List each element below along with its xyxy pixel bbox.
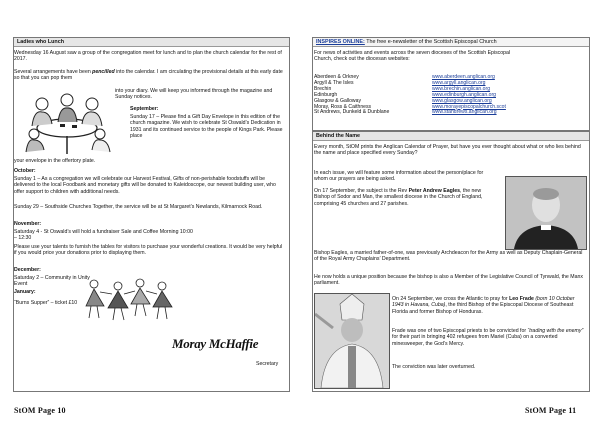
behind-intro: Every month, StOM prints the Anglican Calendar of Prayer, but have you ever thought about what or who lies behind the name and place specified every Sunday? xyxy=(314,144,581,157)
october-harvest: Sunday 1 – As a congregation we will celebrate our Harvest Festival, Gifts of non-perishable foodstuffs will be delivered to the local Foodbank and monetary gifts will be donated to Kaleidoscope, our newest building user, who offer support to children with additional needs. xyxy=(14,176,276,195)
diocese-website-link[interactable]: www.aberdeen.anglican.org xyxy=(432,74,495,80)
eagles-tynwald: He now holds a unique position because the bishop is also a Member of the Legislative Council of Tynwald, the Manx parliament. xyxy=(314,274,583,287)
diocese-name: Moray, Ross & Caithness xyxy=(314,103,372,110)
january-burns: “Burns Supper” – ticket £10 xyxy=(14,300,78,306)
pencilled-paragraph-cont: into your diary. We will keep you informed through the magazine and Sunday notices. xyxy=(115,88,273,101)
eagles-paragraph: On 17 September, the subject is the Rev Peter Andrew Eagles, the new Bishop of Sodor and Man, the smallest diocese in the Church of England, comprising 45 churches and 27 parishes. xyxy=(314,188,483,207)
ladies-lunch-clipart xyxy=(22,90,112,158)
diocese-website-link[interactable]: www.standrews.anglican.org xyxy=(432,109,497,116)
diocese-row xyxy=(314,110,506,116)
diocese-name: Edinburgh xyxy=(314,91,338,98)
signature: Moray McHaffie xyxy=(172,336,259,351)
intro-paragraph: Wednesday 16 August saw a group of the congregation meet for lunch and to plan the church calendar for the rest of 2017. xyxy=(14,50,282,63)
january-heading: January: xyxy=(14,289,36,295)
november-talents: Please use your talents to furnish the tables for visitors to purchase your wonderful creations. It would be very helpful if you would price your donations prior to displaying them. xyxy=(14,244,283,257)
frade-overturned: The conviction was later overturned. xyxy=(392,364,476,370)
october-southside: Sunday 29 – Southside Churches Together, the service will be at St Margaret’s Newlands, Kilmarnock Road. xyxy=(14,204,263,210)
diocese-table xyxy=(314,75,506,116)
diocese-name: Brechin xyxy=(314,85,332,92)
footer-page-11: StOM Page 11 xyxy=(525,406,577,415)
bishop-frade-photo xyxy=(314,293,390,389)
footer-page-10: StOM Page 10 xyxy=(14,406,66,415)
inspires-online-heading: INSPIRES ONLINE: The free e-newsletter of the Scottish Episcopal Church xyxy=(313,38,589,47)
diocese-website-link[interactable]: www.brechin.anglican.org xyxy=(432,85,491,92)
diocese-name: Argyll & The Isles xyxy=(314,79,354,86)
diocese-website-link[interactable]: www.glasgow.anglican.org xyxy=(432,97,492,104)
diocese-website-link[interactable]: www.morayepiscopalchurch.scot xyxy=(432,103,506,110)
november-heading: November: xyxy=(14,221,42,227)
december-heading: December: xyxy=(14,267,41,273)
ladies-who-lunch-heading: Ladies who Lunch xyxy=(14,38,289,47)
diocese-name: Glasgow & Galloway xyxy=(314,97,361,104)
diocese-name: St Andrews, Dunkeld & Dunblane xyxy=(314,109,390,116)
eagles-career: Bishop Eagles, a married father-of-one, was previously Archdeacon for the Army as well as Deputy Chaplain-General of the Royal Army Chaplains’ Department. xyxy=(314,250,583,263)
behind-the-name-heading: Behind the Name xyxy=(313,132,589,141)
pencilled-paragraph: Several arrangements have been pencilled into the calendar. I am circulating the provisional details at this early date so that you can pop them xyxy=(14,69,283,82)
december-event: Saturday 2 – Community in Unity xyxy=(14,275,90,281)
november-sale: Saturday 4 - St Oswald’s will hold a fundraiser Sale and Coffee Morning 10:00 – 12:30 xyxy=(14,229,193,242)
frade-paragraph: On 24 September, we cross the Atlantic to pray for Leo Frade (born 10 October 1943 in Havana, Cuba), the third Bishop of the Episcopal Diocese of Southeast Florida and former Bishop of Honduras. xyxy=(392,296,575,315)
december-event-cont: Event xyxy=(14,281,28,287)
september-heading: September: xyxy=(130,106,159,112)
signer-role: Secretary xyxy=(256,361,279,367)
diocesan-intro: For news of activities and events across the seven dioceses of the Scottish Episcopal Church, check out the diocesan websites: xyxy=(314,50,511,63)
page-11 xyxy=(300,0,600,424)
behind-feature: In each issue, we will feature some information about the person/place for whom our prayers are being asked. xyxy=(314,170,484,183)
diocese-name: Aberdeen & Orkney xyxy=(314,74,359,80)
bishop-eagles-photo xyxy=(505,176,587,250)
october-heading: October: xyxy=(14,168,36,174)
diocese-website-link[interactable]: www.edinburgh.anglican.org xyxy=(432,91,496,98)
frade-conviction: Frade was one of two Episcopal priests to be convicted for “trading with the enemy” for their part in bringing 402 refugees from Mariel (Cuba) on a converted minesweeper, the God’s Mercy. xyxy=(392,328,584,347)
diocese-website-link[interactable]: www.argyll.anglican.org xyxy=(432,79,486,86)
september-text-cont: your envelope in the offertory plate. xyxy=(14,158,96,164)
september-text: Sunday 17 – Please find a Gift Day Envelope in this edition of the church magazine. We wish to celebrate St Oswald’s Dedication in 1931 and its continued service to the people of Kings Park. Please place xyxy=(130,114,283,139)
dancers-clipart xyxy=(80,276,175,322)
